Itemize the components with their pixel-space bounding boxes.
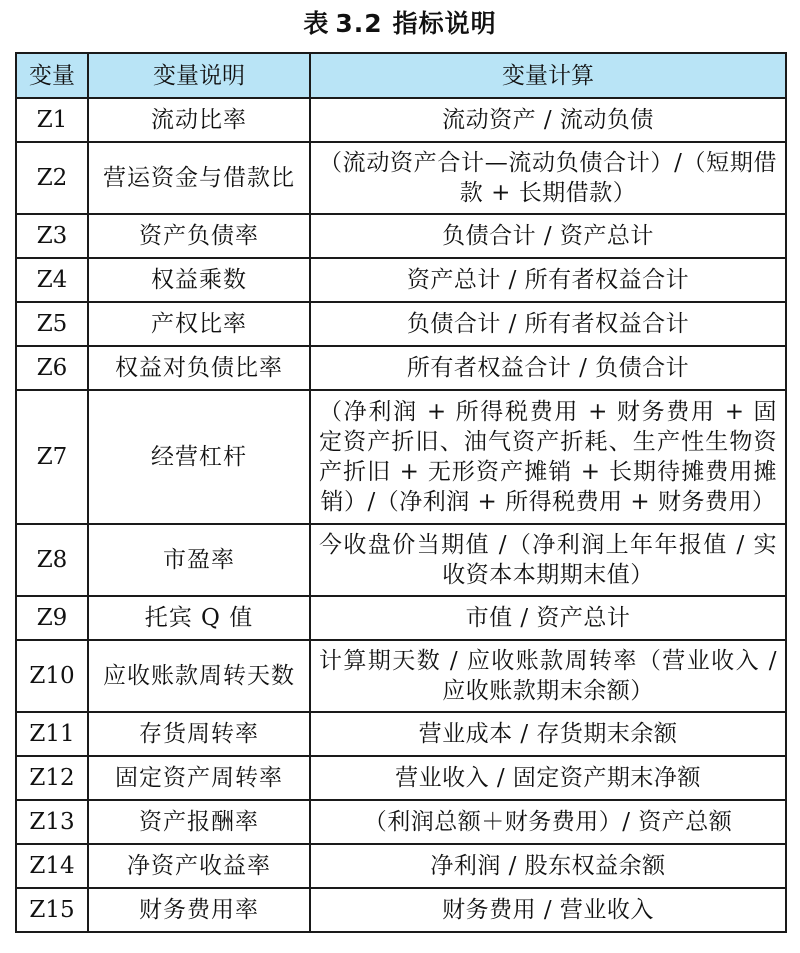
table-row — [16, 258, 786, 302]
variable-cell: Z7 — [16, 390, 88, 524]
formula-cell: 财务费用 / 营业收入 — [310, 888, 786, 932]
description-cell: 营运资金与借款比 — [88, 142, 310, 214]
description-cell: 经营杠杆 — [88, 390, 310, 524]
variable-cell: Z8 — [16, 524, 88, 596]
table-row — [16, 98, 786, 142]
header-description: 变量说明 — [88, 53, 310, 98]
description-cell: 应收账款周转天数 — [88, 640, 310, 712]
table-row — [16, 888, 786, 932]
formula-cell: 计算期天数 / 应收账款周转率（营业收入 / 应收账款期末余额） — [310, 640, 786, 712]
formula-cell: 所有者权益合计 / 负债合计 — [310, 346, 786, 390]
table-row — [16, 756, 786, 800]
description-cell: 权益对负债比率 — [88, 346, 310, 390]
formula-cell: 资产总计 / 所有者权益合计 — [310, 258, 786, 302]
table-row — [16, 302, 786, 346]
description-cell: 财务费用率 — [88, 888, 310, 932]
variable-cell: Z1 — [16, 98, 88, 142]
header-variable: 变量 — [16, 53, 88, 98]
formula-cell: 市值 / 资产总计 — [310, 596, 786, 640]
caption-text: 指标说明 — [392, 9, 497, 38]
formula-cell: （利润总额＋财务费用）/ 资产总额 — [310, 800, 786, 844]
table-row — [16, 596, 786, 640]
variable-cell: Z11 — [16, 712, 88, 756]
formula-cell: 净利润 / 股东权益余额 — [310, 844, 786, 888]
table-caption — [0, 6, 800, 42]
formula-cell: 流动资产 / 流动负债 — [310, 98, 786, 142]
formula-cell: （流动资产合计—流动负债合计）/（短期借款 + 长期借款） — [310, 142, 786, 214]
table-row — [16, 390, 786, 524]
formula-cell: 负债合计 / 所有者权益合计 — [310, 302, 786, 346]
table-row — [16, 524, 786, 596]
description-cell: 存货周转率 — [88, 712, 310, 756]
formula-cell: 今收盘价当期值 /（净利润上年年报值 / 实收资本本期期末值） — [310, 524, 786, 596]
table-row — [16, 800, 786, 844]
table-row — [16, 346, 786, 390]
variable-cell: Z4 — [16, 258, 88, 302]
variable-cell: Z14 — [16, 844, 88, 888]
variable-cell: Z5 — [16, 302, 88, 346]
variable-cell: Z10 — [16, 640, 88, 712]
description-cell: 资产负债率 — [88, 214, 310, 258]
table-row — [16, 214, 786, 258]
description-cell: 固定资产周转率 — [88, 756, 310, 800]
variable-cell: Z12 — [16, 756, 88, 800]
variable-cell: Z6 — [16, 346, 88, 390]
description-cell: 资产报酬率 — [88, 800, 310, 844]
description-cell: 市盈率 — [88, 524, 310, 596]
variable-cell: Z2 — [16, 142, 88, 214]
variable-cell: Z3 — [16, 214, 88, 258]
header-row — [16, 53, 786, 98]
header-calculation: 变量计算 — [310, 53, 786, 98]
description-cell: 流动比率 — [88, 98, 310, 142]
variable-cell: Z13 — [16, 800, 88, 844]
description-cell: 净资产收益率 — [88, 844, 310, 888]
metrics-table — [15, 52, 787, 933]
caption-label: 表 — [303, 9, 330, 38]
caption-number: 3.2 — [335, 9, 383, 38]
table-row — [16, 640, 786, 712]
formula-cell: 营业收入 / 固定资产期末净额 — [310, 756, 786, 800]
description-cell: 权益乘数 — [88, 258, 310, 302]
formula-cell: 负债合计 / 资产总计 — [310, 214, 786, 258]
table-row — [16, 844, 786, 888]
description-cell: 托宾 Q 值 — [88, 596, 310, 640]
formula-cell: 营业成本 / 存货期末余额 — [310, 712, 786, 756]
formula-cell: （净利润 + 所得税费用 + 财务费用 + 固定资产折旧、油气资产折耗、生产性生物资产折旧 + 无形资产摊销 + 长期待摊费用摊销）/（净利润 + 所得税费用 + 财务费用） — [310, 390, 786, 524]
table-row — [16, 142, 786, 214]
table-row — [16, 712, 786, 756]
variable-cell: Z9 — [16, 596, 88, 640]
variable-cell: Z15 — [16, 888, 88, 932]
description-cell: 产权比率 — [88, 302, 310, 346]
